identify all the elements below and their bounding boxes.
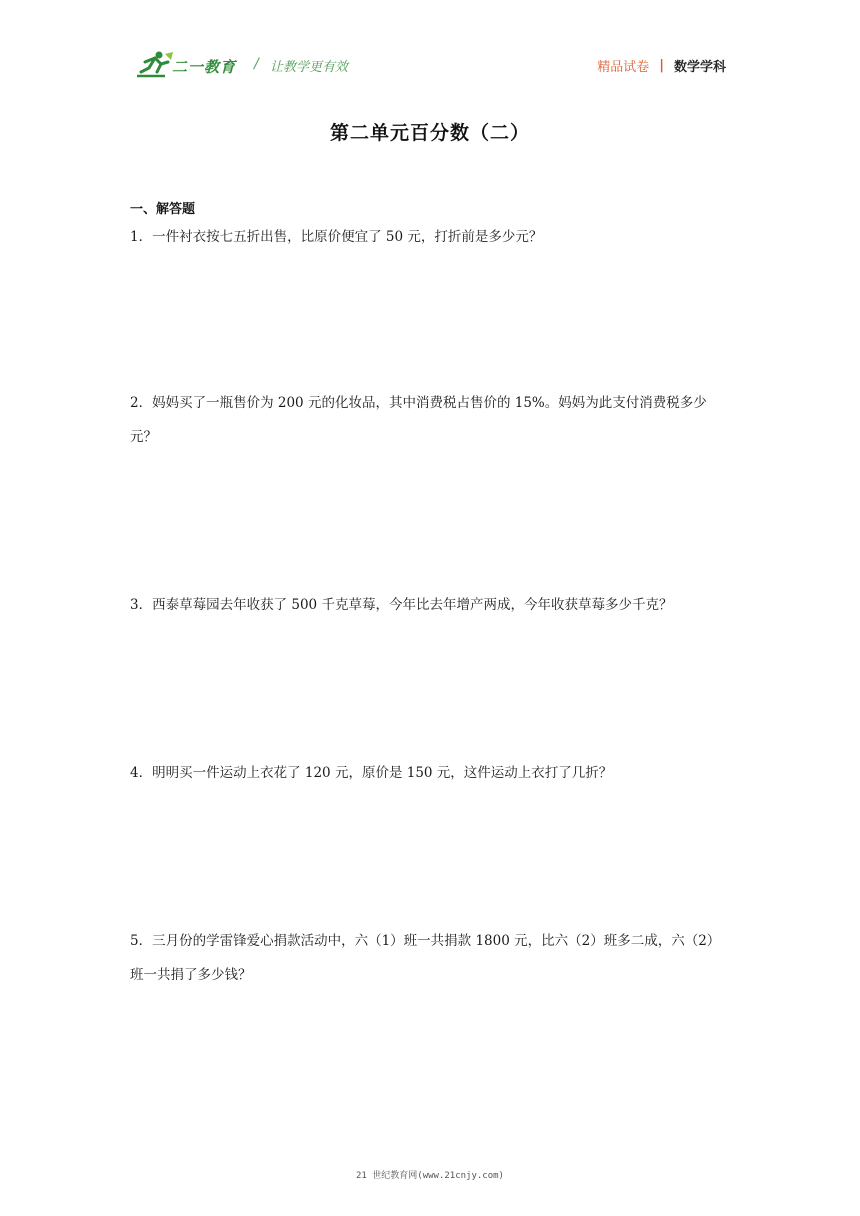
slogan-separator: / bbox=[254, 56, 259, 72]
page-header bbox=[0, 0, 860, 90]
question-3: 3．西泰草莓园去年收获了 500 千克草莓，今年比去年增产两成，今年收获草莓多少千克？ bbox=[130, 597, 673, 613]
question-4: 4．明明买一件运动上衣花了 120 元，原价是 150 元，这件运动上衣打了几折？ bbox=[130, 765, 613, 781]
logo-text: 二一教育 bbox=[172, 58, 237, 76]
question-1: 1．一件衬衣按七五折出售，比原价便宜了 50 元，打折前是多少元？ bbox=[130, 229, 543, 245]
header-right bbox=[597, 56, 726, 75]
section-heading: 一、解答题 bbox=[130, 202, 196, 217]
question-2: 2．妈妈买了一瓶售价为 200 元的化妆品，其中消费税占售价的 15%。妈妈为此支付消费税多少元？ bbox=[130, 395, 707, 445]
page-title: 第二单元百分数（二） bbox=[329, 122, 530, 144]
header-separator: | bbox=[659, 58, 664, 73]
runner-logo-icon bbox=[135, 50, 175, 80]
header-label: 精品试卷 bbox=[597, 60, 650, 75]
header-subject: 数学学科 bbox=[673, 60, 726, 75]
question-5: 5．三月份的学雷锋爱心捐款活动中，六（1）班一共捐款 1800 元，比六（2）班多二成，六（2）班一共捐了多少钱？ bbox=[130, 933, 721, 983]
slogan: 让教学更有效 bbox=[270, 60, 349, 75]
footer: 21 世纪教育网(www.21cnjy.com) bbox=[356, 1171, 504, 1181]
